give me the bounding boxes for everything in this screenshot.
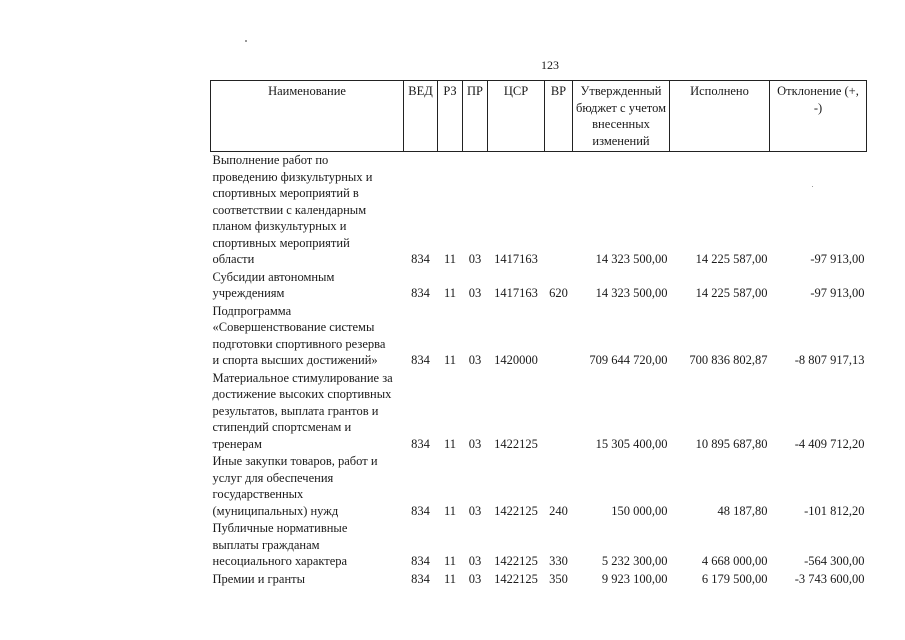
row-vr: 330 (549, 554, 568, 568)
row-rz: 11 (443, 554, 457, 568)
col-pr-header: ПР (463, 81, 488, 152)
col-ved-header: ВЕД (404, 81, 438, 152)
row-vr (545, 152, 573, 269)
row-ved: 834 (411, 286, 430, 300)
scan-speck (812, 186, 813, 187)
row-executed: 10 895 687,80 (695, 436, 768, 451)
row-vr (545, 370, 573, 454)
row-csr: 1422125 (494, 571, 538, 586)
row-rz: 11 (443, 353, 457, 367)
row-executed: 14 225 587,00 (695, 252, 768, 266)
col-approved-header: Утвержденный бюджет с учетом внесенных изменений (573, 81, 670, 152)
row-name: Субсидии автономным учреждениям (212, 269, 335, 300)
col-csr-header: ЦСР (488, 81, 545, 152)
row-name: Материальное стимулирование за достижение высоких спортивных результатов, выплата грантов и стипендий спортсменам и тренерам (212, 370, 393, 451)
table-row (211, 152, 867, 269)
row-deviation: -564 300,00 (804, 554, 865, 568)
row-vr: 240 (549, 503, 568, 518)
row-approved: 9 923 100,00 (601, 571, 668, 586)
row-deviation: -3 743 600,00 (794, 571, 865, 586)
row-executed: 700 836 802,87 (689, 353, 768, 367)
row-ved: 834 (411, 554, 430, 568)
row-ved: 834 (411, 252, 430, 266)
row-ved: 834 (411, 503, 430, 518)
row-csr: 1422125 (494, 436, 538, 451)
row-executed: 6 179 500,00 (701, 571, 768, 586)
row-deviation: -97 913,00 (810, 286, 865, 300)
row-csr: 1417163 (494, 252, 538, 266)
row-vr (545, 303, 573, 370)
col-rz-header: РЗ (438, 81, 463, 152)
row-approved: 14 323 500,00 (595, 252, 668, 266)
row-approved: 15 305 400,00 (595, 436, 668, 451)
row-ved: 834 (411, 436, 430, 451)
row-rz: 11 (443, 503, 457, 518)
row-executed: 14 225 587,00 (695, 286, 768, 300)
row-csr: 1417163 (494, 286, 538, 300)
header-row (211, 81, 867, 152)
table-body (211, 152, 867, 589)
row-approved: 709 644 720,00 (589, 353, 668, 367)
row-rz: 11 (443, 286, 457, 300)
table-row (211, 571, 867, 589)
row-vr: 620 (549, 286, 568, 300)
col-deviation-header: Отклонение (+, -) (770, 81, 867, 152)
row-name: Иные закупки товаров, работ и услуг для обеспечения государственных (муниципальных) нужд (212, 454, 378, 518)
col-vr-header: ВР (545, 81, 573, 152)
row-pr: 03 (468, 436, 482, 451)
table-row (211, 453, 867, 520)
row-csr: 1422125 (494, 554, 538, 568)
row-pr: 03 (468, 554, 482, 568)
page-number: 123 (541, 58, 559, 72)
table-row (211, 269, 867, 303)
row-deviation: -8 807 917,13 (794, 353, 865, 367)
row-name: Подпрограмма «Совершенствование системы подготовки спортивного резерва и спорта высших достижений» (212, 303, 386, 367)
table-row (211, 303, 867, 370)
row-rz: 11 (443, 252, 457, 266)
row-pr: 03 (468, 286, 482, 300)
col-executed-header: Исполнено (670, 81, 770, 152)
row-name: Публичные нормативные выплаты гражданам несоциального характера (212, 521, 348, 568)
row-approved: 14 323 500,00 (595, 286, 668, 300)
row-ved: 834 (411, 571, 430, 586)
row-executed: 4 668 000,00 (701, 554, 768, 568)
table-row (211, 520, 867, 571)
row-csr: 1420000 (494, 353, 538, 367)
row-vr: 350 (549, 571, 568, 586)
row-rz: 11 (443, 571, 457, 586)
row-deviation: -97 913,00 (810, 252, 865, 266)
row-approved: 150 000,00 (611, 503, 668, 518)
row-name: Премии и гранты (212, 571, 306, 586)
row-pr: 03 (468, 252, 482, 266)
col-name-header: Наименование (211, 81, 404, 152)
row-rz: 11 (443, 436, 457, 451)
row-approved: 5 232 300,00 (601, 554, 668, 568)
row-ved: 834 (411, 353, 430, 367)
row-pr: 03 (468, 571, 482, 586)
row-pr: 03 (468, 503, 482, 518)
budget-table (210, 80, 867, 588)
row-deviation: -101 812,20 (804, 503, 865, 518)
scan-speck (245, 40, 247, 42)
row-deviation: -4 409 712,20 (794, 436, 865, 451)
row-executed: 48 187,80 (717, 503, 768, 518)
row-name: Выполнение работ по проведению физкультурных и спортивных мероприятий в соответствии с календарным планом физкультурных и спортивных мероприятий области (212, 153, 373, 266)
row-pr: 03 (468, 353, 482, 367)
table-row (211, 370, 867, 454)
row-csr: 1422125 (494, 503, 538, 518)
